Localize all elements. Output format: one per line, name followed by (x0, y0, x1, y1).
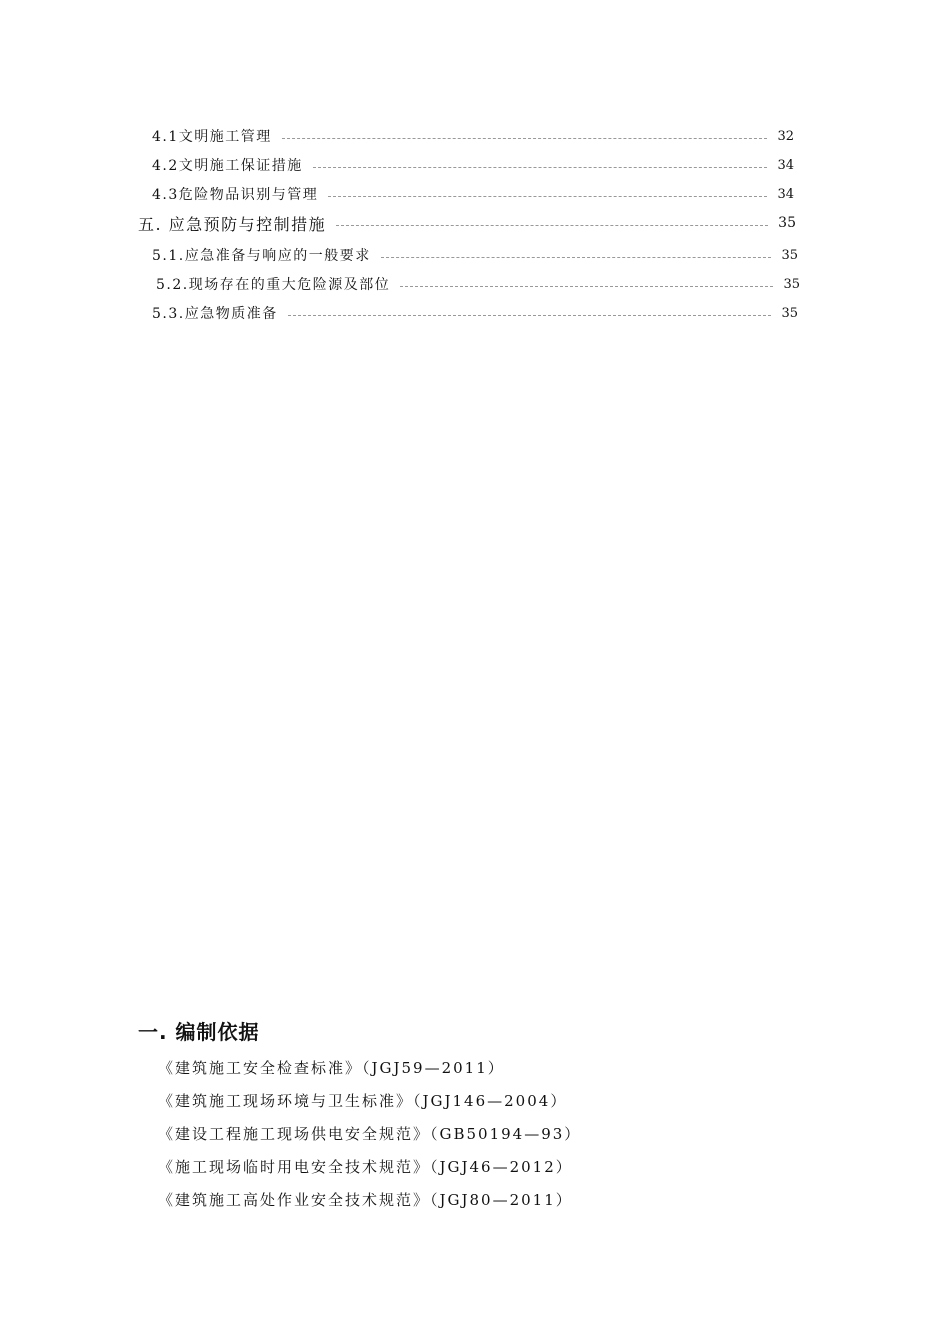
toc-leader-dots (282, 138, 768, 139)
toc-page-number: 34 (777, 186, 794, 202)
toc-entry-5-1[interactable] (152, 244, 798, 266)
toc-entry-4-3[interactable] (152, 183, 794, 205)
toc-leader-dots (400, 286, 773, 287)
toc-entry-label: 五. 应急预防与控制措施 (138, 214, 327, 234)
reference-item: 《建筑施工安全检查标准》（JGJ59—2011） (158, 1059, 505, 1077)
toc-entry-label: 4.3危险物品识别与管理 (152, 187, 319, 203)
reference-item: 《建筑施工高处作业安全技术规范》（JGJ80—2011） (158, 1191, 573, 1209)
toc-entry-label: 5.3.应急物质准备 (152, 306, 278, 322)
toc-entry-chapter-5[interactable] (138, 212, 796, 234)
toc-leader-dots (381, 257, 772, 258)
toc-entry-label: 4.2文明施工保证措施 (152, 158, 303, 174)
toc-page-number: 32 (777, 128, 794, 144)
section-heading: 一. 编制依据 (138, 1020, 260, 1044)
reference-list (158, 1052, 581, 1217)
reference-item: 《施工现场临时用电安全技术规范》（JGJ46—2012） (158, 1158, 573, 1176)
toc-page-number: 35 (781, 247, 798, 263)
reference-item: 《建设工程施工现场供电安全规范》（GB50194—93） (158, 1125, 582, 1143)
toc-leader-dots (328, 196, 767, 197)
toc-leader-dots (336, 225, 768, 226)
toc-entry-label: 5.2.现场存在的重大危险源及部位 (156, 277, 391, 293)
toc-leader-dots (313, 167, 768, 168)
toc-page-number: 34 (777, 157, 794, 173)
toc-entry-5-2[interactable] (156, 273, 800, 295)
toc-leader-dots (288, 315, 772, 316)
reference-item: 《建筑施工现场环境与卫生标准》（JGJ146—2004） (158, 1092, 568, 1110)
toc-page-number: 35 (778, 215, 796, 231)
toc-entry-label: 4.1文明施工管理 (152, 129, 272, 145)
toc-entry-4-1[interactable] (152, 125, 794, 147)
toc-page-number: 35 (781, 305, 798, 321)
toc-entry-5-3[interactable] (152, 302, 798, 324)
toc-page-number: 35 (783, 276, 800, 292)
toc-entry-label: 5.1.应急准备与响应的一般要求 (152, 248, 371, 264)
toc-entry-4-2[interactable] (152, 154, 794, 176)
